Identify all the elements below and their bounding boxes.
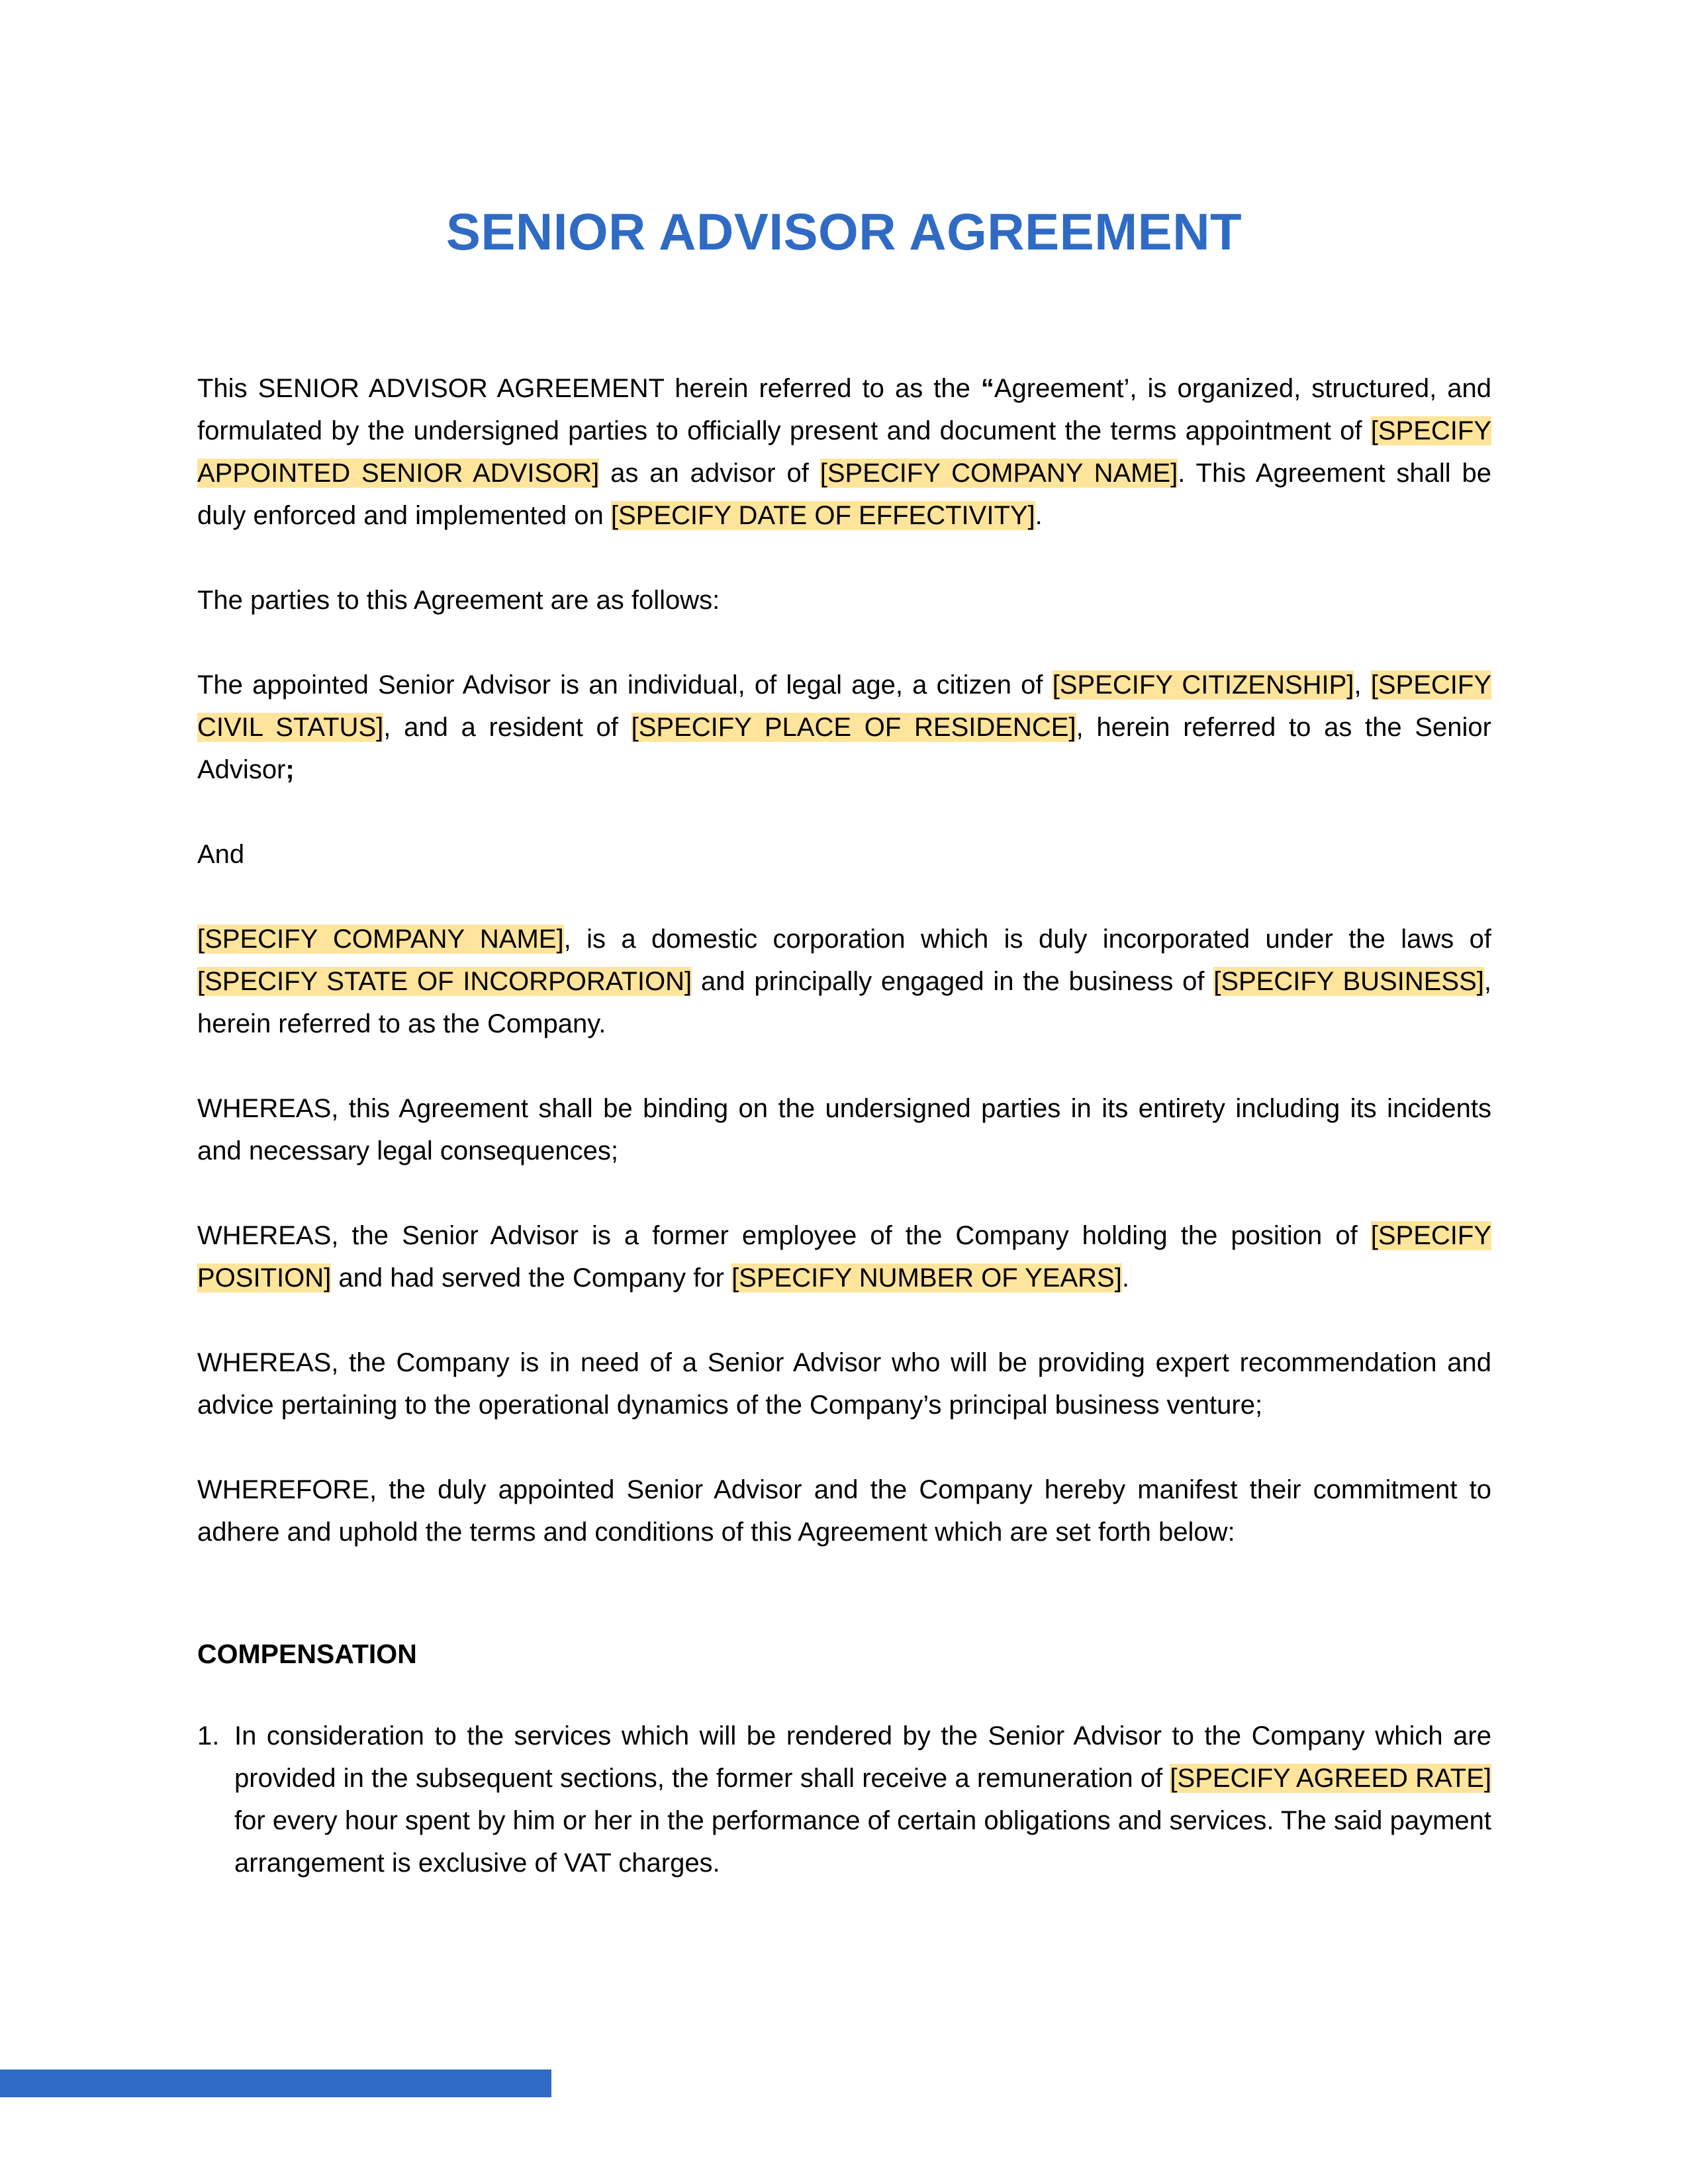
- company-text-2: and principally engaged in the business of: [692, 967, 1214, 996]
- intro-text-2: as an advisor of: [599, 459, 820, 488]
- placeholder-place-of-residence[interactable]: [SPECIFY PLACE OF RESIDENCE]: [631, 713, 1076, 742]
- whereas-need-advisor: WHEREAS, the Company is in need of a Senior Advisor who will be providing expert recommendation and advice pertaining to the operational dynamics of the Company’s principal business venture;: [197, 1348, 1491, 1420]
- intro-text-4: .: [1035, 501, 1043, 530]
- whereas-former-employee: [197, 1214, 1491, 1299]
- parties-intro: The parties to this Agreement are as follows:: [197, 586, 720, 615]
- wherefore-paragraph: WHEREFORE, the duly appointed Senior Advisor and the Company hereby manifest their commitment to adhere and uphold the terms and conditions of this Agreement which are set forth below:: [197, 1475, 1491, 1547]
- intro-text-3: . This Agreement shall be duly enforced and implemented on: [197, 459, 1492, 530]
- section-heading-compensation: COMPENSATION: [197, 1639, 417, 1669]
- placeholder-number-of-years[interactable]: [SPECIFY NUMBER OF YEARS]: [731, 1263, 1122, 1293]
- company-text-1: , is a domestic corporation which is duly incorporated under the laws of: [563, 925, 1491, 954]
- advisor-semicolon: ;: [285, 755, 295, 784]
- document-body: [197, 367, 1491, 1884]
- placeholder-senior-advisor[interactable]: [SPECIFY APPOINTED SENIOR ADVISOR]: [197, 416, 1491, 488]
- placeholder-citizenship[interactable]: [SPECIFY CITIZENSHIP]: [1052, 670, 1354, 700]
- company-party-paragraph: [197, 918, 1491, 1045]
- placeholder-date-of-effectivity[interactable]: [SPECIFY DATE OF EFFECTIVITY]: [610, 501, 1035, 530]
- intro-text-1: This SENIOR ADVISOR AGREEMENT herein referred to as the: [197, 374, 981, 403]
- clause-1: [197, 1715, 1491, 1884]
- whereas2-text-2: and had served the Company for: [331, 1263, 732, 1293]
- intro-text-1b: Agreement’, is organized, structured, and formulated by the undersigned parties to officially present and document the terms appointment of: [197, 374, 1491, 445]
- placeholder-company-name-2[interactable]: [SPECIFY COMPANY NAME]: [197, 925, 564, 954]
- whereas2-text-3: .: [1121, 1263, 1129, 1293]
- placeholder-agreed-rate[interactable]: [SPECIFY AGREED RATE]: [1170, 1764, 1491, 1793]
- intro-quote-mark: “: [980, 374, 994, 403]
- document-title: SENIOR ADVISOR AGREEMENT: [445, 203, 1243, 261]
- advisor-text-2: ,: [1354, 670, 1371, 700]
- advisor-text-3: , and a resident of: [383, 713, 632, 742]
- clause1-text-2: for every hour spent by him or her in the performance of certain obligations and services. The said payment arrangement is exclusive of VAT charges.: [234, 1806, 1491, 1878]
- and-text: And: [197, 840, 245, 869]
- clause-1-body: [234, 1715, 1491, 1884]
- placeholder-position[interactable]: [SPECIFY POSITION]: [197, 1221, 1491, 1293]
- placeholder-company-name[interactable]: [SPECIFY COMPANY NAME]: [820, 459, 1178, 488]
- advisor-text-4: , herein referred to as the Senior Advisor: [197, 713, 1491, 784]
- advisor-text-1: The appointed Senior Advisor is an individual, of legal age, a citizen of: [197, 670, 1053, 700]
- whereas2-text-1: WHEREAS, the Senior Advisor is a former employee of the Company holding the position of: [197, 1221, 1371, 1250]
- placeholder-civil-status[interactable]: [SPECIFY CIVIL STATUS]: [197, 670, 1491, 742]
- advisor-party-paragraph: [197, 664, 1491, 791]
- clause-1-number: 1.: [197, 1721, 220, 1751]
- intro-paragraph: [197, 367, 1491, 537]
- footer-accent-bar: [0, 2070, 551, 2097]
- company-text-3: , herein referred to as the Company.: [197, 967, 1491, 1038]
- whereas-binding: WHEREAS, this Agreement shall be binding on the undersigned parties in its entirety including its incidents and necessary legal consequences;: [197, 1094, 1491, 1165]
- placeholder-state-of-incorporation[interactable]: [SPECIFY STATE OF INCORPORATION]: [197, 967, 692, 996]
- clause1-text-1: In consideration to the services which will be rendered by the Senior Advisor to the Company which are provided in the subsequent sections, the former shall receive a remuneration of: [234, 1721, 1491, 1793]
- placeholder-business[interactable]: [SPECIFY BUSINESS]: [1213, 967, 1484, 996]
